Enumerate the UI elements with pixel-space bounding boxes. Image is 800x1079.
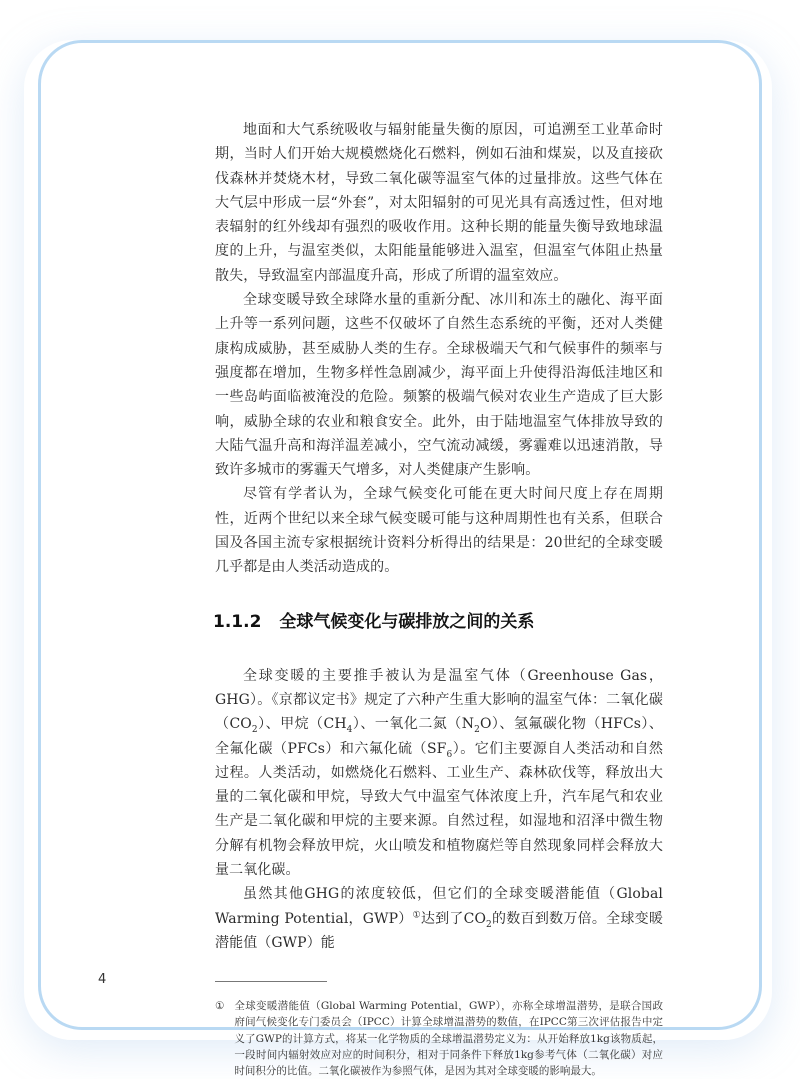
subscript-co2: 2 [486,919,492,930]
paragraph-4-text-5: ）。它们主要源自人类活动和自然过程。人类活动，如燃烧化石燃料、工业生产、森林砍伐等，释放出大量的二氧化碳和甲烷，导致大气中温室气体浓度上升，汽车尾气和农业生产是二氧化碳和甲烷的主要来源。自然过程，如湿地和沼泽中微生物分解有机物会释放甲烷，火山喷发和植物腐烂等自然现象同样会释放大量二氧化碳。 [215,740,664,879]
paragraph-4-text-3: ）、一氧化二氮（N [352,716,475,733]
subscript-4: 4 [346,725,353,736]
paragraph-3: 尽管有学者认为，全球气候变化可能在更大时间尺度上存在周期性，近两个世纪以来全球气候变暖可能与这种周期性也有关系，但联合国及各国主流专家根据统计资料分析得出的结果是：20世纪的全球变暖几乎都是由人类活动造成的。 [215,486,663,576]
footnote [215,998,663,1079]
paragraph-4-text-4: O）、氢氟碳化物（HFCs）、全氟化碳（PFCs）和六氟化硫（SF [215,716,664,757]
page-content [215,118,663,1079]
page-number: 4 [98,972,107,987]
footnote-divider [215,981,327,982]
subscript-2b: 2 [474,725,480,736]
section-number: 1.1.2 [213,611,262,632]
paragraph-2: 全球变暖导致全球降水量的重新分配、冰川和冻土的融化、海平面上升等一系列问题，这些不仅破坏了自然生态系统的平衡，还对人类健康构成威胁，甚至威胁人类的生存。全球极端天气和气候事件的频率与强度都在增加，生物多样性急剧减少，海平面上升使得沿海低洼地区和一些岛屿面临被淹没的危险。频繁的极端气候对农业生产造成了巨大影响，威胁全球的农业和粮食安全。此外，由于陆地温室气体排放导致的大陆气温升高和海洋温差减小，空气流动减缓，雾霾难以迅速消散，导致许多城市的雾霾天气增多，对人类健康产生影响。 [215,292,663,479]
footnote-mark: ① [215,1000,225,1013]
paragraph-5 [215,882,663,955]
section-heading [213,610,663,634]
footnote-ref[interactable]: ① [412,909,421,920]
paragraph-5-text-3: 的数百到数万倍。全球变暖潜能值（GWP）能 [215,910,663,951]
paragraph-5-text-1: 虽然其他GHG的浓度较低，但它们的全球变暖潜能值（Global Warming Potential，GWP） [215,886,663,927]
section-title: 全球气候变化与碳排放之间的关系 [279,611,535,632]
paragraph-4 [215,664,663,883]
paragraph-5-text-2: 达到了CO [420,910,487,927]
subscript-6: 6 [446,749,453,760]
footnote-text: 全球变暖潜能值（Global Warming Potential，GWP），亦称全球增温潜势，是联合国政府间气候变化专门委员会（IPCC）计算全球增温潜势的数值，在IPCC第三次评估报告中定义了GWP的计算方式，将某一化学物质的全球增温潜势定义为：从开始释放1kg该物质起，一段时间内辐射效应对应的时间积分，相对于同条件下释放1kg参考气体（二氧化碳）对应时间积分的比值。二氧化碳被作为参照气体，是因为其对全球变暖的影响最大。 [234,1000,663,1078]
paragraph-1: 地面和大气系统吸收与辐射能量失衡的原因，可追溯至工业革命时期，当时人们开始大规模燃烧化石燃料，例如石油和煤炭，以及直接砍伐森林并焚烧木材，导致二氧化碳等温室气体的过量排放。这些气体在大气层中形成一层“外套”，对太阳辐射的可见光具有高透过性，但对地表辐射的红外线却有强烈的吸收作用。这种长期的能量失衡导致地球温度的上升，与温室类似，太阳能量能够进入温室，但温室气体阻止热量散失，导致温室内部温度升高，形成了所谓的温室效应。 [215,122,663,284]
paragraph-4-text-1: 全球变暖的主要推手被认为是温室气体（Greenhouse Gas，GHG）。《京都议定书》规定了六种产生重大影响的温室气体：二氧化碳（CO [215,667,663,733]
subscript-2: 2 [251,725,258,736]
paragraph-4-text-2: ）、甲烷（CH [257,716,347,733]
